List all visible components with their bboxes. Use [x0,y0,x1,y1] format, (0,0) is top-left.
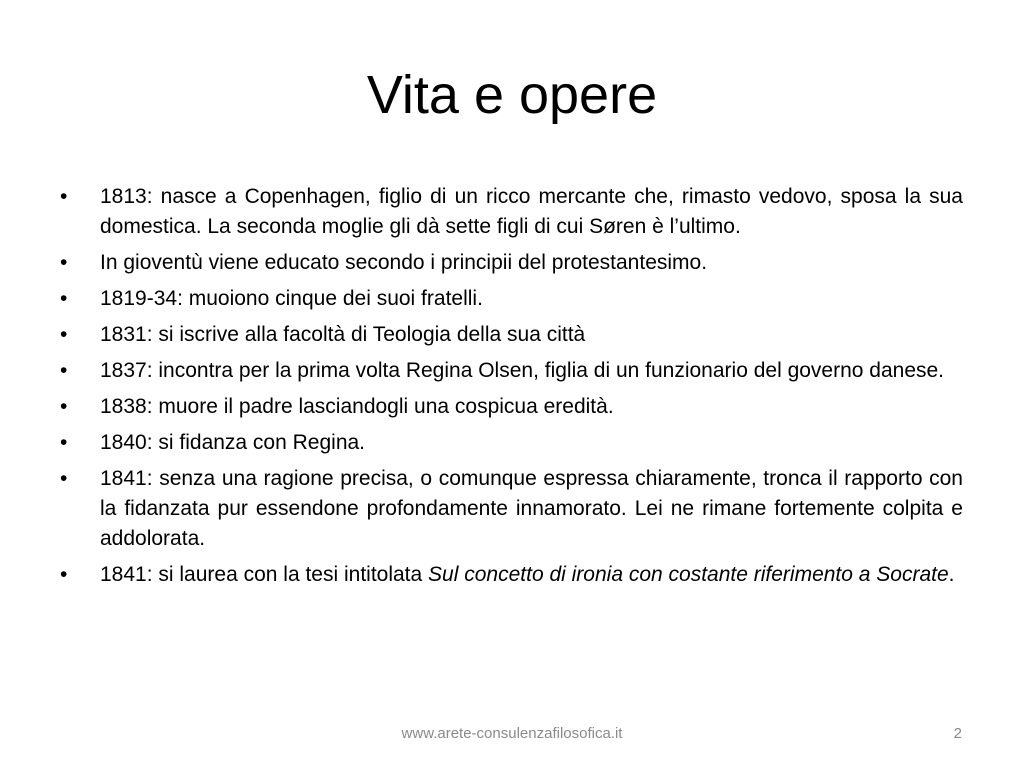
list-item-text [100,563,955,586]
list-item [60,248,963,278]
slide-title: Vita e opere [366,65,658,125]
bullet-icon: • [60,467,68,490]
list-item [60,560,963,590]
thesis-prefix: 1841: si laurea con la tesi intitolata [100,563,429,586]
list-item [60,284,963,314]
list-item-text: In gioventù viene educato secondo i principii del protestantesimo. [100,251,708,274]
list-item-text: 1838: muore il padre lasciandogli una cospicua eredità. [100,395,614,418]
bullet-list [60,182,963,596]
list-item [60,182,963,242]
list-item-text: 1819-34: muoiono cinque dei suoi fratelli. [100,287,483,310]
bullet-icon: • [60,185,68,208]
bullet-icon: • [60,251,68,274]
bullet-icon: • [60,431,68,454]
list-item [60,320,963,350]
bullet-icon: • [60,563,68,586]
list-item-text: 1837: incontra per la prima volta Regina Olsen, figlia di un funzionario del governo danese. [100,359,945,382]
bullet-icon: • [60,287,68,310]
bullet-icon: • [60,323,68,346]
thesis-suffix: . [948,563,955,586]
list-item-text: 1813: nasce a Copenhagen, figlio di un ricco mercante che, rimasto vedovo, sposa la sua domestica. La seconda moglie gli dà sette figli di cui Søren è l’ultimo. [100,185,963,238]
footer-url: www.arete-consulenzafilosofica.it [401,725,623,742]
bullet-icon: • [60,395,68,418]
list-item-text: 1840: si fidanza con Regina. [100,431,366,454]
list-item-text: 1841: senza una ragione precisa, o comunque espressa chiaramente, tronca il rapporto con la fidanzata pur essendone profondamente innamorato. Lei ne rimane fortemente colpita e addolorata. [100,467,963,550]
thesis-title: Sul concetto di ironia con costante riferimento a Socrate [428,563,949,586]
list-item [60,428,963,458]
list-item [60,356,963,386]
list-item [60,392,963,422]
list-item-text: 1831: si iscrive alla facoltà di Teologia della sua città [100,323,586,346]
list-item [60,464,963,554]
bullet-icon: • [60,359,68,382]
page-number: 2 [953,725,962,742]
